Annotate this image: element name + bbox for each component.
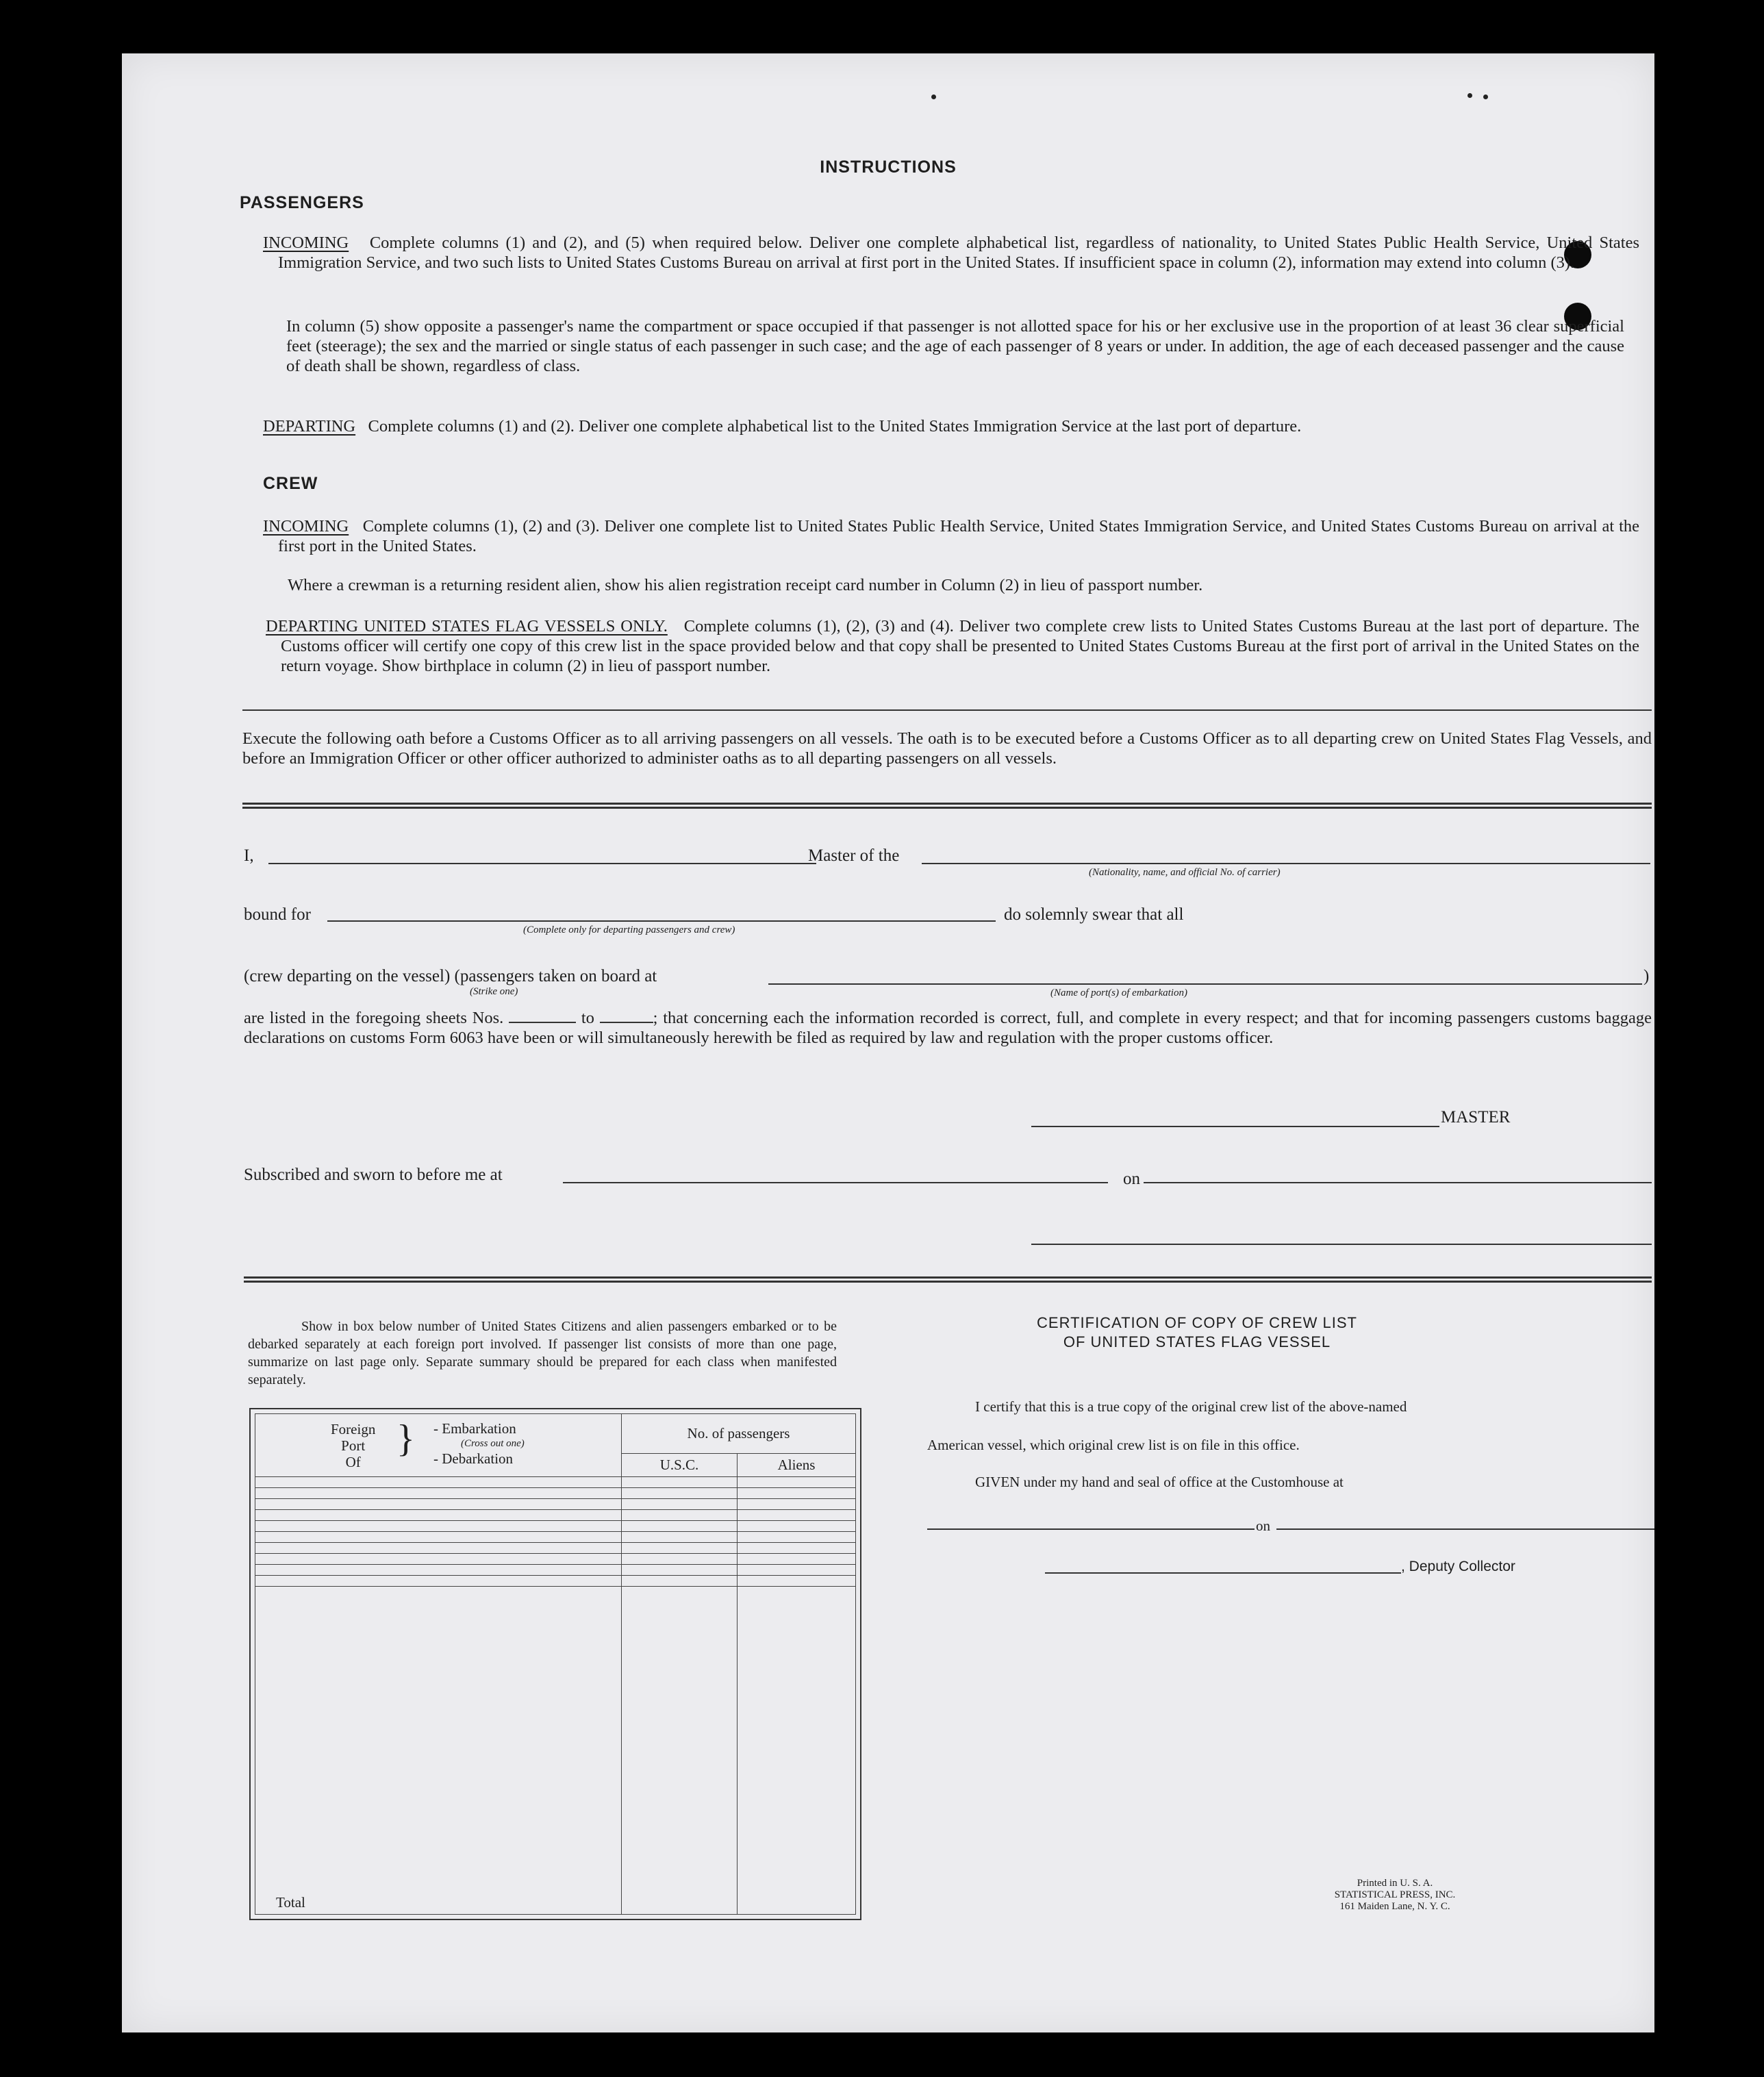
instructions-title: INSTRUCTIONS	[820, 158, 957, 177]
crew-incoming-paragraph	[263, 516, 1639, 556]
listed-text-a: are listed in the foregoing sheets Nos.	[244, 1009, 504, 1027]
carrier-field[interactable]	[922, 863, 1650, 864]
table-row[interactable]	[255, 1509, 856, 1520]
printer-line2: STATISTICAL PRESS, INC.	[1334, 1889, 1456, 1900]
crew-incoming-label: INCOMING	[263, 517, 349, 536]
oath-intro-paragraph: Execute the following oath before a Customs Officer as to all arriving passengers on all vessels. The oath is to be executed before a Customs Officer as to all departing crew on United States Flag Vessels, and before an Immigration Officer or other officer authorized to administer oaths as to all departing passengers on all vessels.	[242, 729, 1652, 768]
deputy-collector-label: , Deputy Collector	[1401, 1559, 1515, 1574]
certification-on-label: on	[1256, 1518, 1270, 1534]
swear-label: do solemnly swear that all	[1004, 905, 1184, 924]
speck	[931, 95, 936, 99]
flag-vessels-label: DEPARTING UNITED STATES FLAG VESSELS ONLY.	[266, 617, 668, 635]
listed-text-b: ; that concerning each the information recorded is correct, full, and complete in every respect; and that for incoming passengers customs baggage declarations on customs Form 6063 have been or will simultaneously herewith be filed as required by law and regulation with the proper customs officer.	[244, 1009, 1652, 1047]
customhouse-field[interactable]	[927, 1528, 1255, 1530]
table-row[interactable]	[255, 1575, 856, 1586]
master-of-the-label: Master of the	[808, 846, 900, 865]
certification-date-field[interactable]	[1276, 1528, 1654, 1530]
column5-paragraph: In column (5) show opposite a passenger's name the compartment or space occupied if that passenger is not allotted space for his or her exclusive use in the proportion of at least 36 clear superficial feet (steerage); the sex and the married or single status of each passenger in such case; and the age of each passenger of 8 years or under. In addition, the age of each deceased passenger and the cause of death shall be shown, regardless of class.	[286, 317, 1624, 375]
embarkation-ports-field[interactable]	[768, 983, 1642, 985]
speck	[1467, 93, 1472, 98]
no-passengers-header: No. of passengers	[622, 1414, 856, 1454]
listed-paragraph	[244, 1008, 1652, 1048]
port-label: Port	[341, 1437, 366, 1454]
double-divider-lower	[244, 1276, 1652, 1283]
passengers-incoming-text: Complete columns (1) and (2), and (5) when required below. Deliver one complete alphabetical list, regardless of nationality, to United States Public Health Service, United States Immigration Service, and two such lists to United States Customs Bureau on arrival at first port in the United States. If insufficient space in column (2), information may extend into column (3).	[278, 234, 1639, 272]
subscribed-on-label: on	[1123, 1170, 1140, 1188]
subscribed-date-field[interactable]	[1144, 1182, 1652, 1183]
certify-line2: American vessel, which original crew list is on file in this office.	[927, 1437, 1300, 1453]
crew-heading: CREW	[263, 474, 318, 493]
flag-vessels-text: Complete columns (1), (2), (3) and (4). Deliver two complete crew lists to United States Customs Bureau at the last port of departure. The Customs officer will certify one copy of this crew list in the space provided below and that copy shall be presented to United States Customs Bureau at the first port of arrival in the United States on the return voyage. Show birthplace in column (2) in lieu of passport number.	[281, 617, 1639, 675]
section-divider	[242, 709, 1652, 711]
printer-imprint	[1309, 1878, 1480, 1913]
subscribed-place-field[interactable]	[563, 1182, 1108, 1183]
crew-departing-label: (crew departing on the vessel) (passengers taken on board at	[244, 967, 657, 985]
usc-header: U.S.C.	[622, 1454, 738, 1477]
total-label: Total	[255, 1586, 622, 1914]
certification-title	[950, 1313, 1444, 1352]
carrier-caption: (Nationality, name, and official No. of carrier)	[1089, 867, 1281, 878]
sheet-from-field[interactable]	[509, 1008, 576, 1023]
passengers-departing-paragraph	[263, 416, 1639, 436]
sheet-to-field[interactable]	[600, 1008, 653, 1023]
passengers-heading: PASSENGERS	[240, 193, 364, 212]
passengers-incoming-paragraph	[263, 233, 1639, 273]
table-row[interactable]	[255, 1531, 856, 1542]
passengers-departing-label: DEPARTING	[263, 417, 356, 436]
embarkation-label: - Embarkation	[433, 1420, 516, 1437]
brace: }	[396, 1418, 415, 1460]
foreign-label: Foreign	[331, 1421, 376, 1437]
debarkation-label: - Debarkation	[433, 1450, 514, 1467]
table-row[interactable]	[255, 1553, 856, 1564]
table-row[interactable]	[255, 1487, 856, 1498]
certify-line1: I certify that this is a true copy of the original crew list of the above-named	[975, 1398, 1407, 1415]
flag-vessels-paragraph	[266, 616, 1639, 676]
form-sheet	[122, 53, 1654, 2032]
certification-title-line1: CERTIFICATION OF COPY OF CREW LIST	[1037, 1314, 1357, 1331]
bound-for-field[interactable]	[327, 920, 996, 922]
printer-line1: Printed in U. S. A.	[1357, 1878, 1433, 1889]
close-paren: )	[1643, 967, 1650, 985]
listed-to: to	[581, 1009, 594, 1027]
bound-caption: (Complete only for departing passengers and crew)	[523, 924, 735, 935]
certification-title-line2: OF UNITED STATES FLAG VESSEL	[1063, 1333, 1331, 1350]
master-signature-field[interactable]	[1031, 1126, 1439, 1127]
passenger-summary-table	[249, 1408, 861, 1920]
of-label: Of	[345, 1454, 361, 1470]
officer-signature-field[interactable]	[1031, 1244, 1652, 1245]
ports-caption: (Name of port(s) of embarkation)	[1050, 987, 1187, 998]
table-row[interactable]	[255, 1498, 856, 1509]
given-line: GIVEN under my hand and seal of office at the Customhouse at	[975, 1474, 1344, 1490]
master-name-field[interactable]	[268, 863, 816, 864]
crewman-paragraph: Where a crewman is a returning resident alien, show his alien registration receipt card number in Column (2) in lieu of passport number.	[288, 576, 1203, 594]
double-divider	[242, 803, 1652, 809]
cross-out-caption: (Cross out one)	[461, 1438, 525, 1449]
master-label: MASTER	[1441, 1108, 1511, 1126]
passengers-incoming-label: INCOMING	[263, 234, 349, 252]
oath-i-label: I,	[244, 846, 254, 865]
total-row[interactable]	[255, 1586, 856, 1914]
strike-one-caption: (Strike one)	[470, 986, 518, 997]
deputy-signature-field[interactable]	[1045, 1572, 1401, 1574]
table-row[interactable]	[255, 1477, 856, 1488]
bound-for-label: bound for	[244, 905, 311, 924]
printer-line3: 161 Maiden Lane, N. Y. C.	[1339, 1901, 1450, 1912]
aliens-header: Aliens	[738, 1454, 856, 1477]
port-header-cell	[255, 1414, 622, 1477]
table-row[interactable]	[255, 1520, 856, 1531]
crew-incoming-text: Complete columns (1), (2) and (3). Deliver one complete list to United States Public Health Service, United States Immigration Service, and United States Customs Bureau on arrival at the first port in the United States.	[278, 517, 1639, 555]
table-row[interactable]	[255, 1542, 856, 1553]
passengers-departing-text: Complete columns (1) and (2). Deliver one complete alphabetical list to the United States Immigration Service at the last port of departure.	[368, 417, 1302, 436]
table-row[interactable]	[255, 1564, 856, 1575]
speck	[1483, 95, 1488, 99]
summary-note: Show in box below number of United States Citizens and alien passengers embarked or to be debarked separately at each foreign port involved. If passenger list consists of more than one page, summarize on last page only. Separate summary should be prepared for each class when manifested separately.	[248, 1319, 837, 1387]
subscribed-label: Subscribed and sworn to before me at	[244, 1166, 503, 1184]
